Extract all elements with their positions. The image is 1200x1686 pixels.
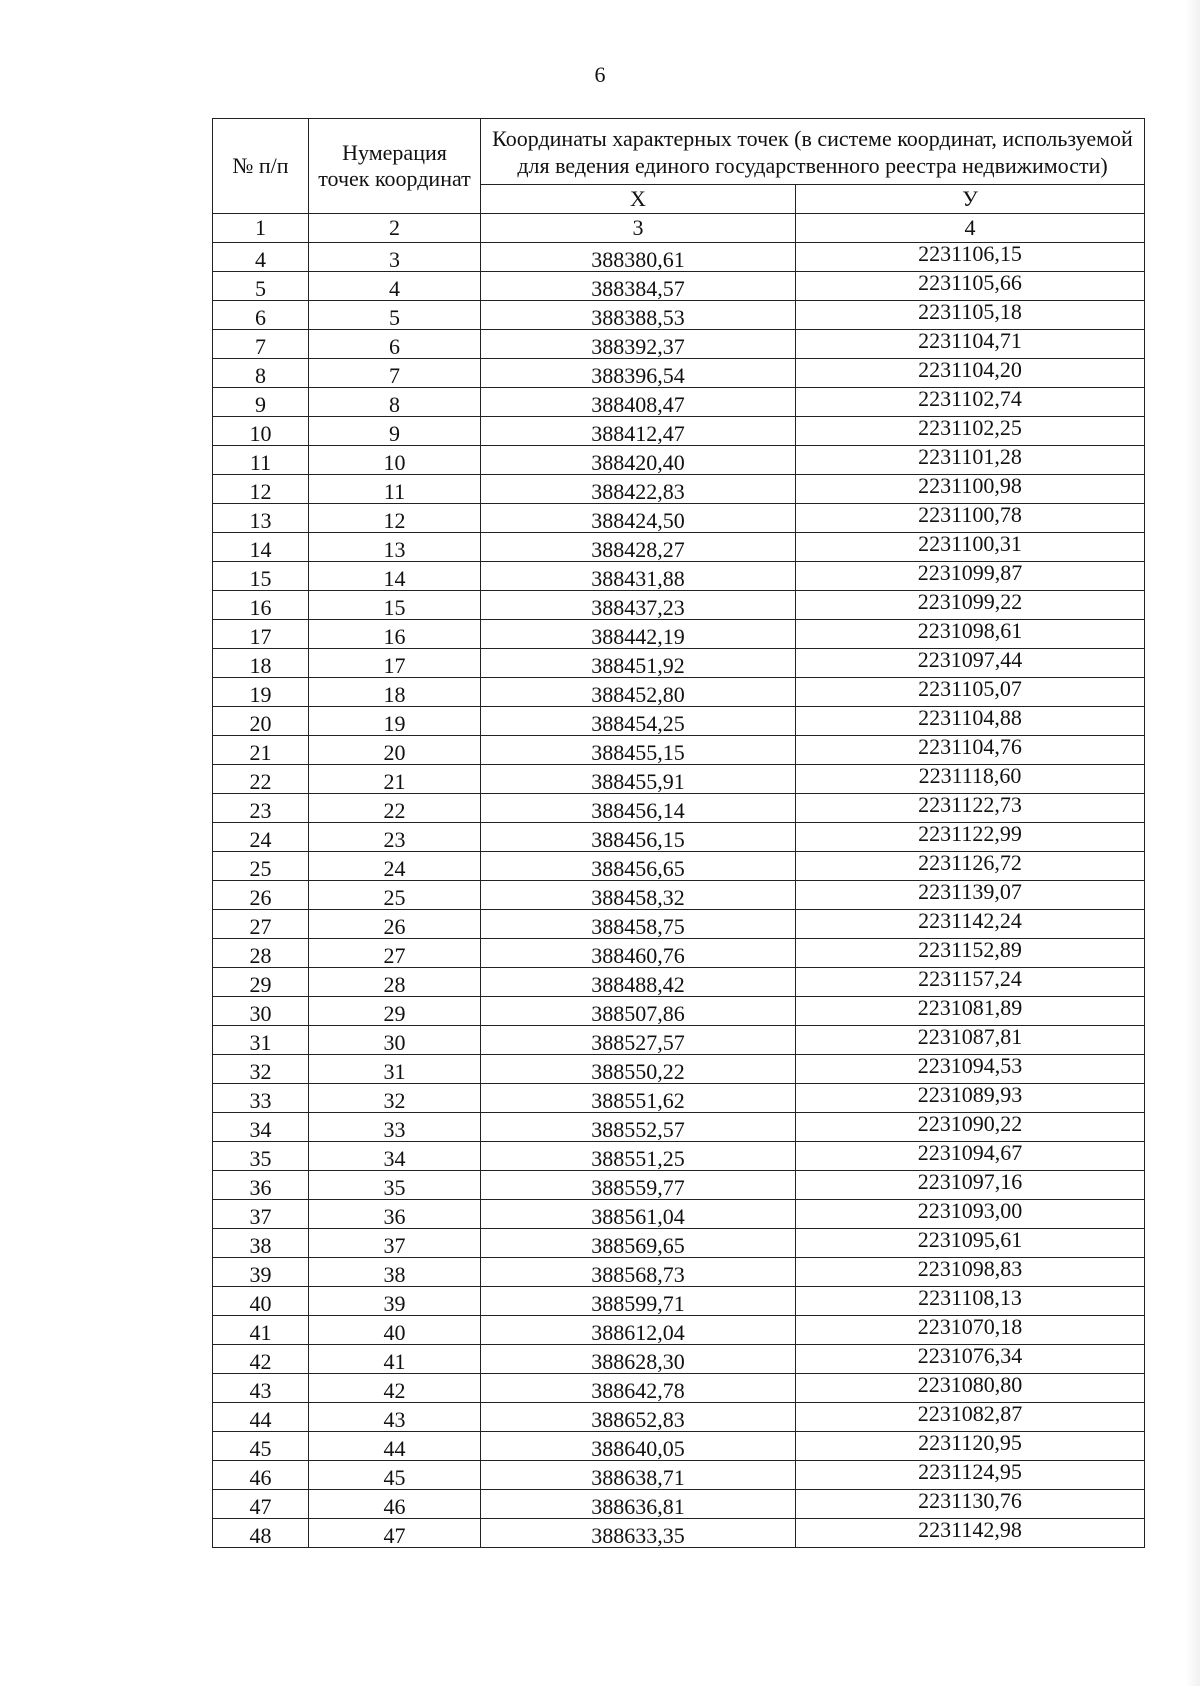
cell-point-number: 10: [309, 446, 481, 475]
cell-x: 388412,47: [481, 417, 796, 446]
cell-x: 388551,25: [481, 1142, 796, 1171]
cell-y: 2231100,98: [796, 475, 1145, 504]
cell-row-number: 35: [213, 1142, 309, 1171]
table-row: [213, 1403, 1145, 1432]
cell-row-number: 24: [213, 823, 309, 852]
cell-row-number: 8: [213, 359, 309, 388]
cell-y: 2231105,18: [796, 301, 1145, 330]
cell-x: 388431,88: [481, 562, 796, 591]
header-point-numbering: Нумерация точек координат: [309, 119, 481, 214]
cell-point-number: 21: [309, 765, 481, 794]
table-row: [213, 1171, 1145, 1200]
cell-row-number: 19: [213, 678, 309, 707]
cell-x: 388550,22: [481, 1055, 796, 1084]
cell-x: 388437,23: [481, 591, 796, 620]
cell-x: 388628,30: [481, 1345, 796, 1374]
cell-y: 2231097,16: [796, 1171, 1145, 1200]
cell-x: 388384,57: [481, 272, 796, 301]
cell-point-number: 32: [309, 1084, 481, 1113]
table-body: [213, 243, 1145, 1548]
cell-point-number: 5: [309, 301, 481, 330]
cell-y: 2231098,61: [796, 620, 1145, 649]
cell-x: 388428,27: [481, 533, 796, 562]
cell-point-number: 30: [309, 1026, 481, 1055]
cell-x: 388559,77: [481, 1171, 796, 1200]
cell-point-number: 12: [309, 504, 481, 533]
cell-x: 388455,15: [481, 736, 796, 765]
cell-x: 388612,04: [481, 1316, 796, 1345]
table-row: [213, 417, 1145, 446]
table-row: [213, 823, 1145, 852]
table-row: [213, 1084, 1145, 1113]
cell-y: 2231099,87: [796, 562, 1145, 591]
cell-row-number: 41: [213, 1316, 309, 1345]
cell-point-number: 24: [309, 852, 481, 881]
cell-row-number: 40: [213, 1287, 309, 1316]
cell-x: 388451,92: [481, 649, 796, 678]
cell-y: 2231089,93: [796, 1084, 1145, 1113]
cell-row-number: 42: [213, 1345, 309, 1374]
table-row: [213, 1055, 1145, 1084]
cell-y: 2231093,00: [796, 1200, 1145, 1229]
cell-row-number: 44: [213, 1403, 309, 1432]
cell-row-number: 23: [213, 794, 309, 823]
cell-y: 2231100,31: [796, 533, 1145, 562]
cell-point-number: 11: [309, 475, 481, 504]
cell-row-number: 26: [213, 881, 309, 910]
cell-y: 2231100,78: [796, 504, 1145, 533]
cell-x: 388652,83: [481, 1403, 796, 1432]
table-row: [213, 1345, 1145, 1374]
cell-x: 388380,61: [481, 243, 796, 272]
cell-x: 388456,14: [481, 794, 796, 823]
cell-x: 388458,75: [481, 910, 796, 939]
cell-point-number: 42: [309, 1374, 481, 1403]
cell-y: 2231122,73: [796, 794, 1145, 823]
cell-point-number: 25: [309, 881, 481, 910]
cell-x: 388452,80: [481, 678, 796, 707]
table-row: [213, 1142, 1145, 1171]
table-row: [213, 1229, 1145, 1258]
cell-row-number: 17: [213, 620, 309, 649]
column-number-2: 2: [309, 214, 481, 243]
cell-point-number: 33: [309, 1113, 481, 1142]
cell-y: 2231087,81: [796, 1026, 1145, 1055]
table-row: [213, 1287, 1145, 1316]
header-y: У: [796, 185, 1145, 214]
cell-point-number: 14: [309, 562, 481, 591]
cell-y: 2231082,87: [796, 1403, 1145, 1432]
cell-x: 388424,50: [481, 504, 796, 533]
cell-point-number: 38: [309, 1258, 481, 1287]
table-row: [213, 562, 1145, 591]
cell-row-number: 6: [213, 301, 309, 330]
cell-x: 388460,76: [481, 939, 796, 968]
cell-point-number: 27: [309, 939, 481, 968]
cell-point-number: 20: [309, 736, 481, 765]
cell-point-number: 17: [309, 649, 481, 678]
cell-point-number: 45: [309, 1461, 481, 1490]
cell-y: 2231104,88: [796, 707, 1145, 736]
cell-y: 2231070,18: [796, 1316, 1145, 1345]
cell-row-number: 43: [213, 1374, 309, 1403]
header-coordinates-group: Координаты характерных точек (в системе координат, используемой для ведения единого государственного реестра недвижимости): [481, 119, 1145, 185]
cell-row-number: 37: [213, 1200, 309, 1229]
cell-point-number: 41: [309, 1345, 481, 1374]
table-row: [213, 301, 1145, 330]
table-row: [213, 446, 1145, 475]
cell-y: 2231139,07: [796, 881, 1145, 910]
cell-point-number: 28: [309, 968, 481, 997]
header-x: X: [481, 185, 796, 214]
column-number-3: 3: [481, 214, 796, 243]
cell-row-number: 15: [213, 562, 309, 591]
cell-y: 2231094,67: [796, 1142, 1145, 1171]
cell-x: 388396,54: [481, 359, 796, 388]
cell-row-number: 21: [213, 736, 309, 765]
cell-point-number: 46: [309, 1490, 481, 1519]
cell-point-number: 15: [309, 591, 481, 620]
cell-point-number: 22: [309, 794, 481, 823]
cell-row-number: 47: [213, 1490, 309, 1519]
cell-row-number: 13: [213, 504, 309, 533]
table-row: [213, 939, 1145, 968]
cell-point-number: 26: [309, 910, 481, 939]
table-row: [213, 475, 1145, 504]
cell-x: 388456,15: [481, 823, 796, 852]
cell-point-number: 29: [309, 997, 481, 1026]
cell-point-number: 43: [309, 1403, 481, 1432]
cell-x: 388527,57: [481, 1026, 796, 1055]
cell-point-number: 36: [309, 1200, 481, 1229]
cell-row-number: 32: [213, 1055, 309, 1084]
cell-x: 388458,32: [481, 881, 796, 910]
table-row: [213, 997, 1145, 1026]
table-row: [213, 243, 1145, 272]
table-row: [213, 1374, 1145, 1403]
cell-point-number: 31: [309, 1055, 481, 1084]
table-row: [213, 678, 1145, 707]
table-row: [213, 765, 1145, 794]
cell-row-number: 25: [213, 852, 309, 881]
cell-x: 388392,37: [481, 330, 796, 359]
cell-y: 2231152,89: [796, 939, 1145, 968]
cell-row-number: 38: [213, 1229, 309, 1258]
table-row: [213, 1200, 1145, 1229]
page-number: 6: [594, 62, 606, 87]
cell-row-number: 36: [213, 1171, 309, 1200]
cell-row-number: 33: [213, 1084, 309, 1113]
cell-y: 2231094,53: [796, 1055, 1145, 1084]
cell-x: 388568,73: [481, 1258, 796, 1287]
cell-row-number: 45: [213, 1432, 309, 1461]
cell-y: 2231095,61: [796, 1229, 1145, 1258]
cell-y: 2231104,20: [796, 359, 1145, 388]
cell-point-number: 34: [309, 1142, 481, 1171]
cell-x: 388422,83: [481, 475, 796, 504]
cell-x: 388420,40: [481, 446, 796, 475]
table-row: [213, 968, 1145, 997]
table-row: [213, 591, 1145, 620]
cell-y: 2231102,74: [796, 388, 1145, 417]
cell-point-number: 44: [309, 1432, 481, 1461]
table-row: [213, 359, 1145, 388]
cell-x: 388551,62: [481, 1084, 796, 1113]
cell-point-number: 3: [309, 243, 481, 272]
cell-point-number: 37: [309, 1229, 481, 1258]
cell-point-number: 9: [309, 417, 481, 446]
cell-point-number: 23: [309, 823, 481, 852]
cell-row-number: 10: [213, 417, 309, 446]
cell-row-number: 28: [213, 939, 309, 968]
column-number-4: 4: [796, 214, 1145, 243]
table-row: [213, 649, 1145, 678]
table-row: [213, 504, 1145, 533]
cell-y: 2231126,72: [796, 852, 1145, 881]
cell-point-number: 40: [309, 1316, 481, 1345]
cell-y: 2231105,07: [796, 678, 1145, 707]
cell-row-number: 39: [213, 1258, 309, 1287]
cell-x: 388633,35: [481, 1519, 796, 1548]
table-row: [213, 1490, 1145, 1519]
cell-point-number: 13: [309, 533, 481, 562]
cell-y: 2231118,60: [796, 765, 1145, 794]
cell-point-number: 16: [309, 620, 481, 649]
cell-row-number: 7: [213, 330, 309, 359]
cell-y: 2231142,98: [796, 1519, 1145, 1548]
cell-row-number: 46: [213, 1461, 309, 1490]
table-row: [213, 620, 1145, 649]
cell-row-number: 9: [213, 388, 309, 417]
cell-row-number: 14: [213, 533, 309, 562]
cell-row-number: 12: [213, 475, 309, 504]
cell-y: 2231157,24: [796, 968, 1145, 997]
scan-edge-shadow: [1186, 0, 1200, 1686]
cell-point-number: 4: [309, 272, 481, 301]
cell-x: 388455,91: [481, 765, 796, 794]
cell-point-number: 39: [309, 1287, 481, 1316]
table-row: [213, 794, 1145, 823]
table-row: [213, 707, 1145, 736]
cell-y: 2231090,22: [796, 1113, 1145, 1142]
cell-x: 388456,65: [481, 852, 796, 881]
cell-point-number: 18: [309, 678, 481, 707]
coordinates-table: [212, 118, 1145, 1548]
table-row: [213, 736, 1145, 765]
header-row-number: № п/п: [213, 119, 309, 214]
table-row: [213, 1316, 1145, 1345]
cell-x: 388388,53: [481, 301, 796, 330]
cell-point-number: 35: [309, 1171, 481, 1200]
table-row: [213, 1026, 1145, 1055]
cell-row-number: 27: [213, 910, 309, 939]
cell-y: 2231097,44: [796, 649, 1145, 678]
cell-x: 388488,42: [481, 968, 796, 997]
table-row: [213, 1113, 1145, 1142]
cell-y: 2231142,24: [796, 910, 1145, 939]
cell-point-number: 6: [309, 330, 481, 359]
cell-y: 2231108,13: [796, 1287, 1145, 1316]
cell-x: 388636,81: [481, 1490, 796, 1519]
cell-row-number: 29: [213, 968, 309, 997]
cell-y: 2231099,22: [796, 591, 1145, 620]
cell-row-number: 20: [213, 707, 309, 736]
cell-y: 2231124,95: [796, 1461, 1145, 1490]
cell-y: 2231102,25: [796, 417, 1145, 446]
table-row: [213, 1461, 1145, 1490]
table-row: [213, 1432, 1145, 1461]
cell-y: 2231081,89: [796, 997, 1145, 1026]
cell-row-number: 18: [213, 649, 309, 678]
cell-point-number: 47: [309, 1519, 481, 1548]
cell-row-number: 22: [213, 765, 309, 794]
table-row: [213, 881, 1145, 910]
cell-x: 388638,71: [481, 1461, 796, 1490]
table-row: [213, 272, 1145, 301]
cell-point-number: 7: [309, 359, 481, 388]
cell-point-number: 19: [309, 707, 481, 736]
cell-y: 2231120,95: [796, 1432, 1145, 1461]
cell-y: 2231104,76: [796, 736, 1145, 765]
cell-x: 388454,25: [481, 707, 796, 736]
cell-y: 2231104,71: [796, 330, 1145, 359]
cell-y: 2231080,80: [796, 1374, 1145, 1403]
cell-x: 388642,78: [481, 1374, 796, 1403]
cell-x: 388552,57: [481, 1113, 796, 1142]
table-row: [213, 910, 1145, 939]
cell-x: 388507,86: [481, 997, 796, 1026]
cell-point-number: 8: [309, 388, 481, 417]
cell-y: 2231076,34: [796, 1345, 1145, 1374]
cell-row-number: 48: [213, 1519, 309, 1548]
table-row: [213, 533, 1145, 562]
cell-y: 2231101,28: [796, 446, 1145, 475]
cell-row-number: 34: [213, 1113, 309, 1142]
cell-row-number: 4: [213, 243, 309, 272]
table-row: [213, 1258, 1145, 1287]
cell-y: 2231122,99: [796, 823, 1145, 852]
table-row: [213, 388, 1145, 417]
table-row: [213, 852, 1145, 881]
cell-y: 2231105,66: [796, 272, 1145, 301]
cell-x: 388408,47: [481, 388, 796, 417]
cell-x: 388640,05: [481, 1432, 796, 1461]
cell-row-number: 16: [213, 591, 309, 620]
table-row: [213, 330, 1145, 359]
cell-x: 388442,19: [481, 620, 796, 649]
column-number-1: 1: [213, 214, 309, 243]
cell-row-number: 11: [213, 446, 309, 475]
cell-y: 2231106,15: [796, 243, 1145, 272]
cell-y: 2231130,76: [796, 1490, 1145, 1519]
cell-x: 388561,04: [481, 1200, 796, 1229]
cell-row-number: 5: [213, 272, 309, 301]
table-row: [213, 1519, 1145, 1548]
cell-row-number: 31: [213, 1026, 309, 1055]
cell-y: 2231098,83: [796, 1258, 1145, 1287]
cell-x: 388599,71: [481, 1287, 796, 1316]
cell-row-number: 30: [213, 997, 309, 1026]
cell-x: 388569,65: [481, 1229, 796, 1258]
